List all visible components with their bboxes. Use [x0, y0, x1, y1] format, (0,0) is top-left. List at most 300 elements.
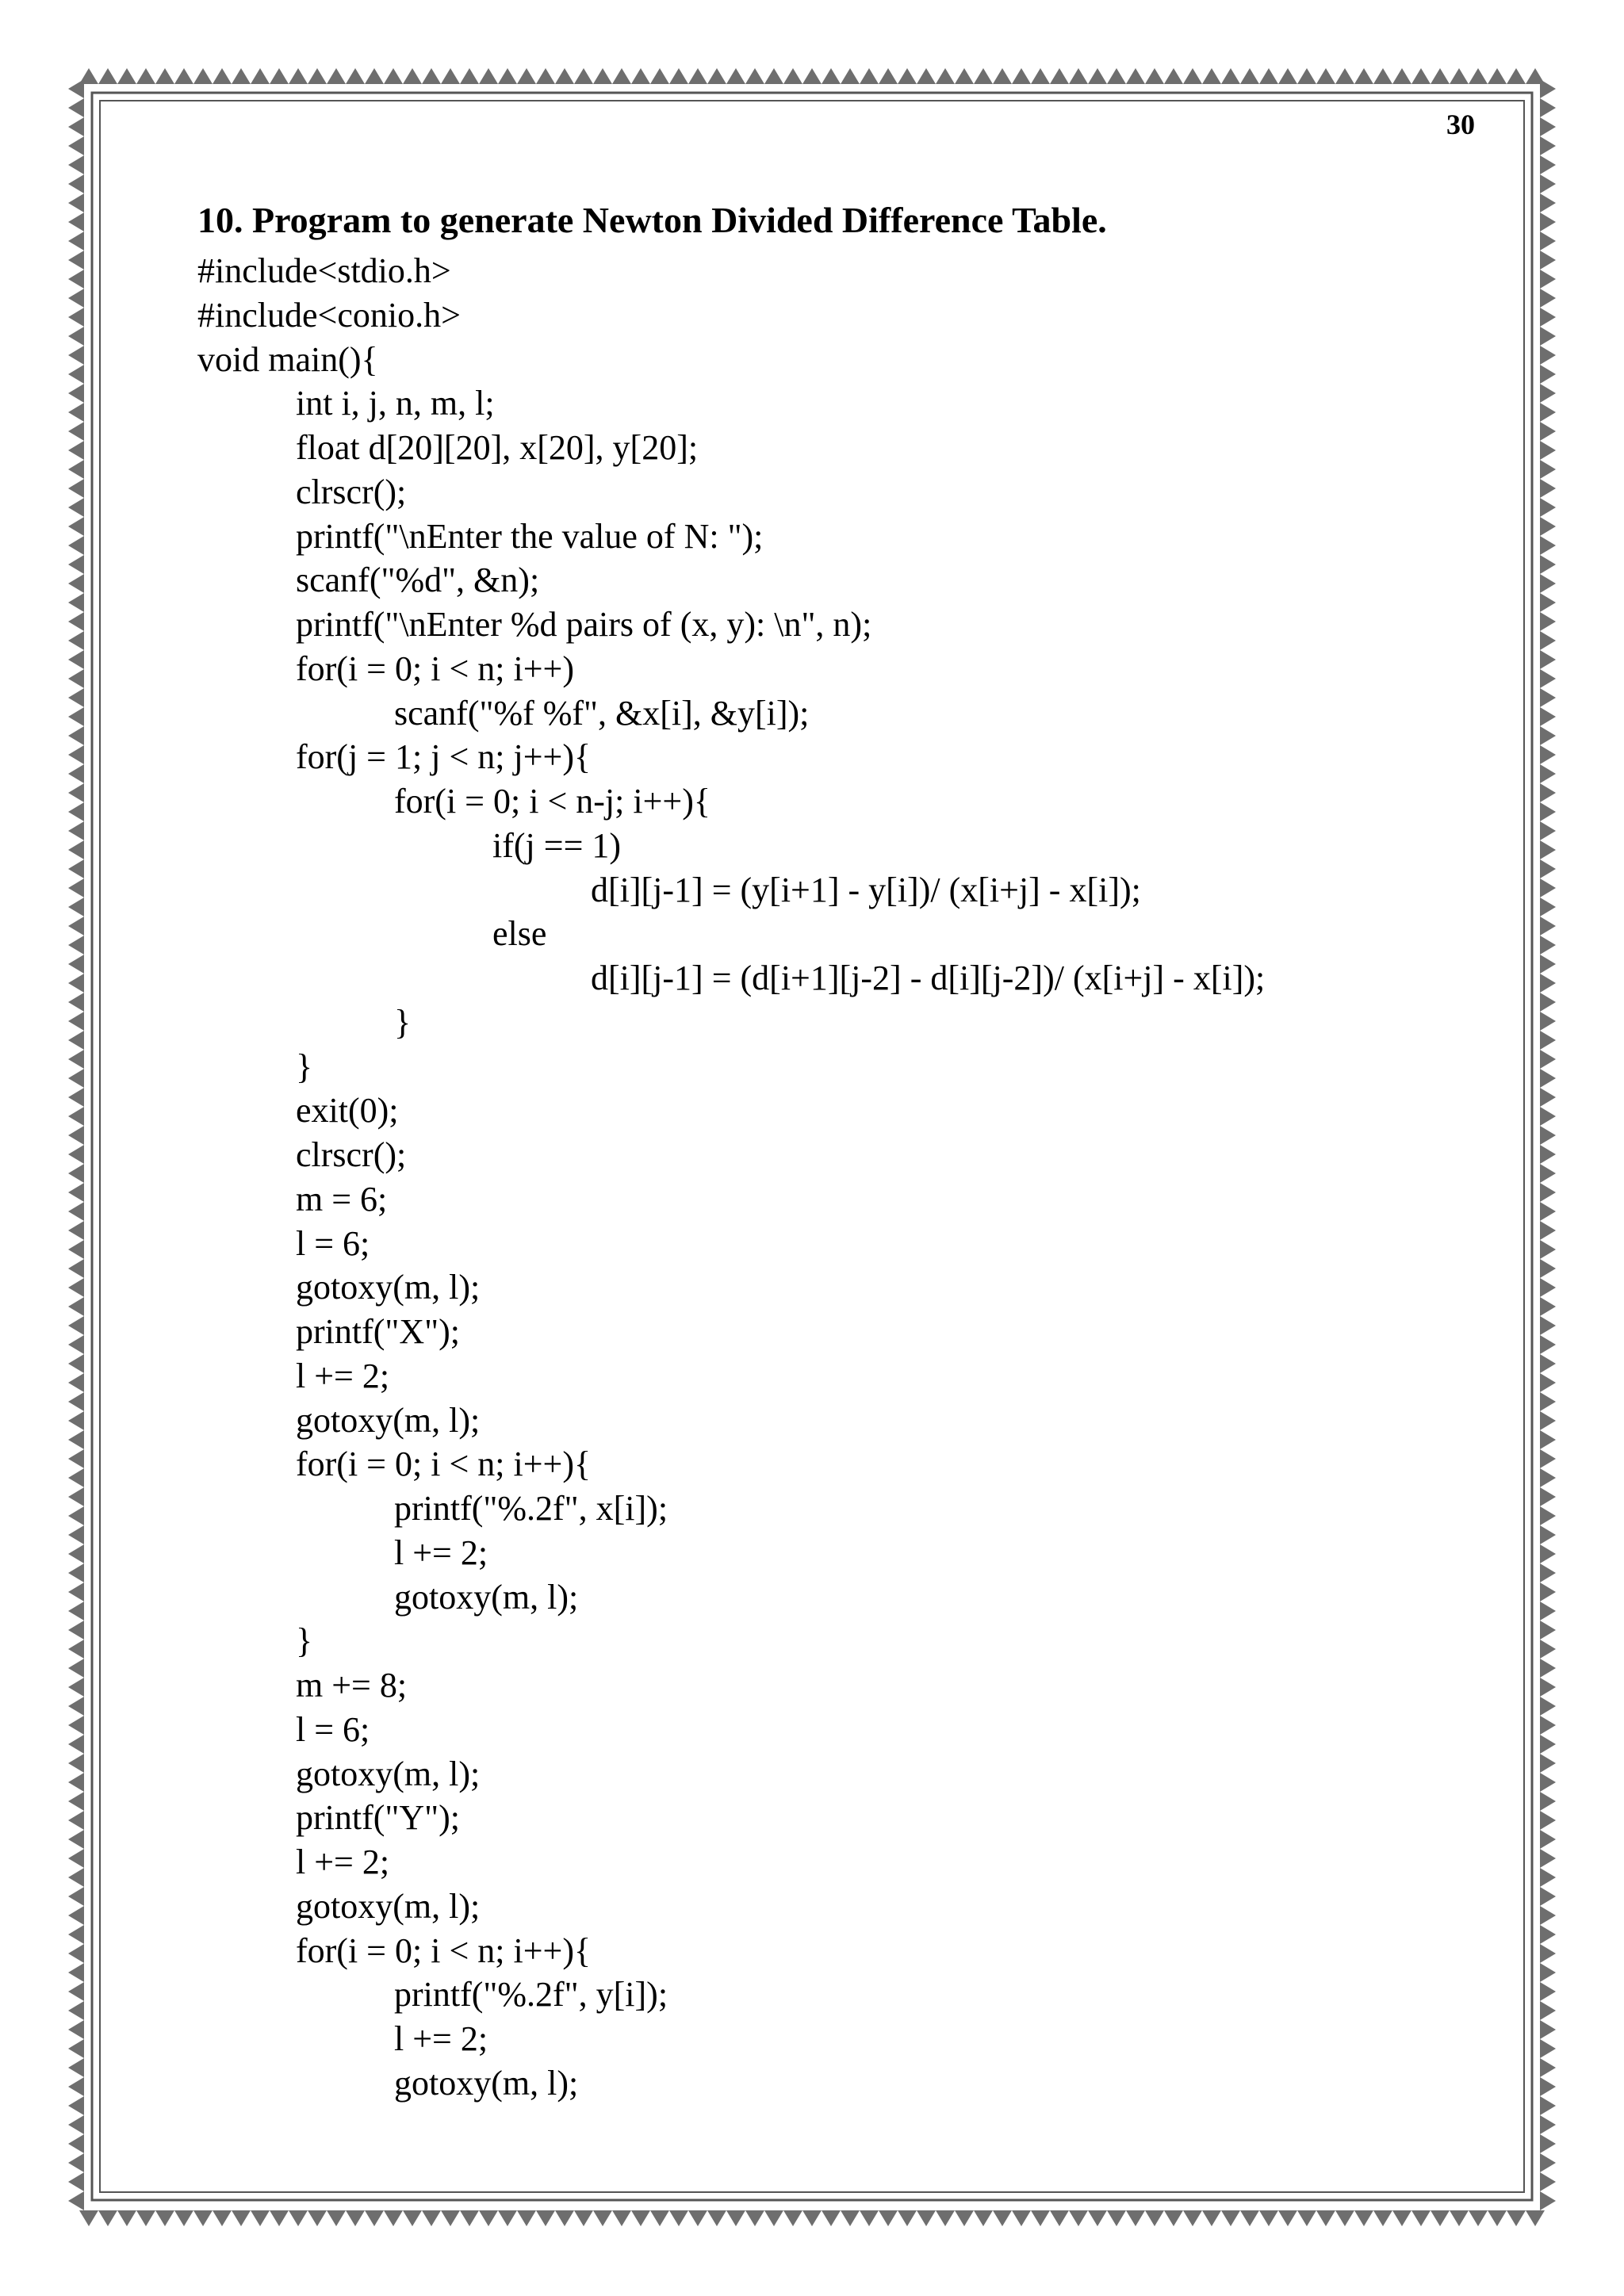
border-triangle [1050, 68, 1069, 84]
border-triangle [1540, 878, 1556, 897]
border-triangle [745, 68, 764, 84]
border-triangle [860, 2210, 879, 2226]
border-triangle [517, 2210, 536, 2226]
border-triangle [1183, 68, 1202, 84]
border-triangle [1540, 650, 1556, 669]
border-triangle [68, 936, 84, 955]
border-triangle [68, 1697, 84, 1716]
border-triangle [1540, 1906, 1556, 1925]
border-triangle [68, 2039, 84, 2058]
border-triangle [68, 859, 84, 878]
border-triangle [1540, 936, 1556, 955]
border-triangle [1540, 612, 1556, 631]
border-triangle [1202, 68, 1221, 84]
border-triangle [155, 68, 174, 84]
border-triangle [384, 2210, 403, 2226]
border-triangle [1540, 460, 1556, 479]
border-triangle [479, 68, 498, 84]
border-triangle [669, 2210, 688, 2226]
border-triangle [1540, 1640, 1556, 1659]
border-triangle [68, 764, 84, 783]
page-title: 10. Program to generate Newton Divided Difference Table. [197, 200, 1107, 240]
border-triangle [1411, 2210, 1431, 2226]
border-triangle [68, 802, 84, 821]
border-triangle [707, 2210, 726, 2226]
border-triangle [1316, 2210, 1335, 2226]
border-triangle [1012, 2210, 1031, 2226]
border-triangle [68, 2001, 84, 2020]
border-triangle [460, 2210, 479, 2226]
border-triangle [1335, 68, 1354, 84]
border-triangle [68, 707, 84, 726]
border-triangle [1540, 270, 1556, 289]
border-triangle [1050, 2210, 1069, 2226]
border-triangle [1540, 2077, 1556, 2096]
border-triangle [193, 2210, 213, 2226]
border-triangle [68, 365, 84, 384]
border-triangle [68, 517, 84, 536]
border-triangle [479, 2210, 498, 2226]
border-triangle [403, 68, 422, 84]
border-triangle [612, 2210, 631, 2226]
border-triangle [1540, 174, 1556, 193]
border-triangle [68, 1811, 84, 1830]
border-triangle [1240, 2210, 1259, 2226]
border-triangle [1540, 859, 1556, 878]
border-triangle [726, 68, 745, 84]
border-triangle [1540, 384, 1556, 403]
border-triangle [1540, 1982, 1556, 2001]
border-triangle [174, 2210, 193, 2226]
border-triangle [68, 2134, 84, 2153]
border-triangle [1540, 1963, 1556, 1982]
border-triangle [422, 68, 441, 84]
code-line: l += 2; [296, 1843, 390, 1881]
border-triangle [68, 688, 84, 707]
border-triangle [1373, 2210, 1392, 2226]
border-triangle [68, 726, 84, 745]
border-triangle [68, 1297, 84, 1316]
border-triangle [822, 2210, 841, 2226]
border-triangle [593, 2210, 612, 2226]
code-line: l += 2; [296, 1356, 390, 1395]
border-triangle [327, 68, 346, 84]
code-line: printf("\nEnter the value of N: "); [296, 516, 764, 556]
border-triangle [593, 68, 612, 84]
border-triangle [68, 308, 84, 327]
code-line: exit(0); [296, 1091, 399, 1131]
border-triangle [1540, 365, 1556, 384]
border-triangle [688, 68, 707, 84]
border-triangle [365, 2210, 384, 2226]
border-triangle [68, 212, 84, 232]
border-triangle [68, 1792, 84, 1811]
border-triangle [1540, 1069, 1556, 1088]
border-triangle [68, 2172, 84, 2191]
border-triangle [1540, 1278, 1556, 1297]
border-triangle [536, 2210, 555, 2226]
code-line: m = 6; [296, 1179, 388, 1219]
border-triangle [1540, 2191, 1556, 2210]
border-triangle [974, 68, 993, 84]
border-triangle [1031, 2210, 1050, 2226]
border-triangle [346, 2210, 365, 2226]
border-triangle [68, 1982, 84, 2001]
border-triangle [68, 1487, 84, 1506]
border-triangle [650, 2210, 669, 2226]
border-triangle [68, 2058, 84, 2077]
border-triangle [1540, 1183, 1556, 1202]
border-triangle [1540, 1735, 1556, 1754]
border-triangle [441, 2210, 460, 2226]
border-triangle [612, 68, 631, 84]
border-triangle [1540, 1830, 1556, 1849]
code-line: printf("X"); [296, 1312, 460, 1351]
border-triangle [1540, 726, 1556, 745]
code-line: l = 6; [296, 1223, 370, 1263]
border-triangle [68, 1906, 84, 1925]
border-triangle [1126, 68, 1145, 84]
border-triangle [1540, 631, 1556, 650]
border-triangle [1297, 68, 1316, 84]
border-triangle [68, 1868, 84, 1887]
border-triangle [68, 422, 84, 441]
border-triangle [1540, 1202, 1556, 1221]
border-triangle [1540, 745, 1556, 764]
border-triangle [1540, 1811, 1556, 1830]
border-triangle [68, 1754, 84, 1773]
border-triangle [1540, 1240, 1556, 1259]
border-triangle [68, 1240, 84, 1259]
border-triangle [68, 1278, 84, 1297]
border-triangle [68, 1621, 84, 1640]
border-triangle [1540, 2115, 1556, 2134]
border-triangle [1431, 68, 1450, 84]
border-triangle [1540, 327, 1556, 346]
border-triangle [68, 1316, 84, 1335]
border-triangle [68, 878, 84, 897]
border-triangle [1540, 1563, 1556, 1582]
border-triangle [1540, 669, 1556, 688]
border-triangle [1278, 68, 1297, 84]
border-triangle [232, 68, 251, 84]
code-line: gotoxy(m, l); [394, 1577, 579, 1617]
border-triangle [68, 1640, 84, 1659]
border-triangle [498, 68, 517, 84]
border-triangle [1540, 498, 1556, 517]
code-line: for(j = 1; j < n; j++){ [296, 737, 592, 777]
border-triangle [1540, 517, 1556, 536]
border-triangle [1540, 403, 1556, 422]
border-triangle [68, 1963, 84, 1982]
border-triangle [1411, 68, 1431, 84]
border-triangle [1540, 212, 1556, 232]
border-triangle [68, 1887, 84, 1906]
border-triangle [365, 68, 384, 84]
border-triangle [68, 669, 84, 688]
border-triangle [1392, 2210, 1411, 2226]
border-triangle [1540, 1487, 1556, 1506]
border-triangle [1540, 2096, 1556, 2115]
border-triangle [1450, 2210, 1469, 2226]
border-triangle [68, 98, 84, 117]
border-triangle [68, 251, 84, 270]
border-triangle [68, 650, 84, 669]
border-triangle [1540, 593, 1556, 612]
border-triangle [1540, 422, 1556, 441]
border-triangle [1540, 98, 1556, 117]
border-triangle [68, 1012, 84, 1031]
border-triangle [1540, 1221, 1556, 1240]
border-triangle [251, 2210, 270, 2226]
code-line: printf("\nEnter %d pairs of (x, y): \n", n); [296, 605, 872, 644]
border-triangle [68, 1069, 84, 1088]
border-triangle [1164, 68, 1183, 84]
border-triangle [460, 68, 479, 84]
border-triangle [1540, 1792, 1556, 1811]
border-triangle [517, 68, 536, 84]
border-triangle [1221, 2210, 1240, 2226]
border-triangle [841, 2210, 860, 2226]
border-triangle [841, 68, 860, 84]
border-triangle [68, 1107, 84, 1126]
border-triangle [68, 1849, 84, 1868]
border-triangle [1335, 2210, 1354, 2226]
border-triangle [555, 2210, 574, 2226]
border-triangle [68, 993, 84, 1012]
border-triangle [68, 1430, 84, 1449]
border-triangle [68, 1944, 84, 1963]
code-line: else [492, 914, 547, 954]
border-triangle [68, 1468, 84, 1487]
border-triangle [68, 593, 84, 612]
border-triangle [68, 441, 84, 460]
border-triangle [68, 1202, 84, 1221]
border-triangle [1259, 2210, 1278, 2226]
border-triangle [136, 2210, 155, 2226]
border-triangle [68, 2191, 84, 2210]
border-triangle [1540, 1773, 1556, 1792]
border-triangle [1540, 117, 1556, 136]
border-triangle [79, 2210, 98, 2226]
code-line: } [296, 1621, 313, 1661]
border-triangle [1164, 2210, 1183, 2226]
border-triangle [1540, 802, 1556, 821]
border-triangle [327, 2210, 346, 2226]
border-triangle [1540, 1297, 1556, 1316]
border-triangle [117, 68, 136, 84]
border-triangle [232, 2210, 251, 2226]
border-triangle [68, 498, 84, 517]
border-triangle [68, 1183, 84, 1202]
border-triangle [68, 1716, 84, 1735]
border-triangle [1540, 1849, 1556, 1868]
border-triangle [68, 2077, 84, 2096]
border-triangle [1540, 955, 1556, 974]
border-triangle [993, 2210, 1012, 2226]
code-line: scanf("%d", &n); [296, 561, 540, 600]
border-triangle [1507, 2210, 1526, 2226]
border-triangle [1202, 2210, 1221, 2226]
border-triangle [1069, 68, 1088, 84]
border-triangle [898, 2210, 917, 2226]
border-triangle [68, 1373, 84, 1392]
border-triangle [68, 1126, 84, 1145]
border-triangle [1297, 2210, 1316, 2226]
border-triangle [1540, 1316, 1556, 1335]
border-triangle [68, 2020, 84, 2039]
border-triangle [68, 289, 84, 308]
border-triangle [1540, 1354, 1556, 1373]
border-triangle [1540, 2001, 1556, 2020]
border-triangle [68, 1563, 84, 1582]
border-triangle [1540, 1754, 1556, 1773]
border-triangle [1392, 68, 1411, 84]
border-triangle [936, 2210, 955, 2226]
border-triangle [68, 1601, 84, 1621]
border-triangle [1526, 2210, 1545, 2226]
border-triangle [68, 117, 84, 136]
border-triangle [1540, 916, 1556, 936]
border-triangle [1540, 1716, 1556, 1735]
code-line: if(j == 1) [492, 825, 622, 865]
border-triangle [1540, 2058, 1556, 2077]
border-triangle [68, 79, 84, 98]
border-triangle [1540, 2039, 1556, 2058]
code-line: for(i = 0; i < n-j; i++){ [394, 782, 710, 821]
border-triangle [68, 1392, 84, 1411]
border-triangle [764, 68, 783, 84]
border-triangle [68, 1259, 84, 1278]
border-triangle [1540, 1392, 1556, 1411]
border-triangle [68, 1050, 84, 1069]
border-triangle [783, 2210, 802, 2226]
code-line: l = 6; [296, 1709, 370, 1749]
border-triangle [955, 2210, 974, 2226]
border-triangle [68, 1031, 84, 1050]
border-triangle [1540, 479, 1556, 498]
border-triangle [308, 68, 327, 84]
border-triangle [68, 631, 84, 650]
border-triangle [68, 193, 84, 212]
border-triangle [1540, 1621, 1556, 1640]
border-triangle [1540, 1697, 1556, 1716]
border-triangle [1540, 993, 1556, 1012]
border-triangle [68, 1506, 84, 1525]
border-triangle [1540, 783, 1556, 802]
border-triangle [1540, 1107, 1556, 1126]
border-triangle [1278, 2210, 1297, 2226]
code-line: gotoxy(m, l); [394, 2063, 579, 2103]
border-triangle [1088, 2210, 1107, 2226]
border-triangle [1540, 441, 1556, 460]
border-triangle [1540, 346, 1556, 365]
border-triangle [1540, 1259, 1556, 1278]
border-triangle [993, 68, 1012, 84]
border-triangle [308, 2210, 327, 2226]
code-line: for(i = 0; i < n; i++) [296, 649, 574, 688]
border-triangle [1540, 79, 1556, 98]
code-line: clrscr(); [296, 472, 407, 511]
border-triangle [631, 68, 650, 84]
code-line: m += 8; [296, 1666, 408, 1705]
border-triangle [193, 68, 213, 84]
border-triangle [879, 2210, 898, 2226]
border-triangle [955, 68, 974, 84]
border-triangle [68, 916, 84, 936]
border-triangle [1107, 2210, 1126, 2226]
border-triangle [68, 1925, 84, 1944]
border-triangle [1183, 2210, 1202, 2226]
border-triangle [574, 2210, 593, 2226]
border-triangle [650, 68, 669, 84]
border-triangle [68, 574, 84, 593]
border-triangle [802, 2210, 822, 2226]
border-triangle [745, 2210, 764, 2226]
border-triangle [1540, 251, 1556, 270]
border-triangle [68, 384, 84, 403]
border-triangle [1540, 1601, 1556, 1621]
border-triangle [1540, 1031, 1556, 1050]
code-line: gotoxy(m, l); [296, 1268, 481, 1307]
border-triangle [1469, 68, 1488, 84]
border-triangle [68, 955, 84, 974]
border-triangle [68, 1354, 84, 1373]
border-triangle [68, 536, 84, 555]
border-triangle [917, 68, 936, 84]
border-triangle [68, 897, 84, 916]
border-triangle [68, 1830, 84, 1849]
border-triangle [498, 2210, 517, 2226]
border-triangle [1540, 1145, 1556, 1164]
border-triangle [1540, 1506, 1556, 1525]
border-triangle [68, 1088, 84, 1107]
border-triangle [802, 68, 822, 84]
border-triangle [213, 2210, 232, 2226]
code-line: l += 2; [394, 1533, 488, 1572]
border-triangle [68, 1164, 84, 1183]
code-line: gotoxy(m, l); [296, 1754, 481, 1793]
border-triangle [1221, 68, 1240, 84]
border-triangle [1540, 536, 1556, 555]
border-triangle [117, 2210, 136, 2226]
border-triangle [1540, 1944, 1556, 1963]
border-triangle [764, 2210, 783, 2226]
border-triangle [1088, 68, 1107, 84]
border-triangle [403, 2210, 422, 2226]
border-triangle [917, 2210, 936, 2226]
border-triangle [1540, 308, 1556, 327]
border-triangle [98, 2210, 117, 2226]
border-triangle [898, 68, 917, 84]
border-triangle [1354, 2210, 1373, 2226]
code-line: #include<conio.h> [197, 295, 461, 335]
border-triangle [669, 68, 688, 84]
border-triangle [68, 270, 84, 289]
border-triangle [68, 1221, 84, 1240]
border-triangle [68, 821, 84, 840]
code-line: d[i][j-1] = (y[i+1] - y[i])/ (x[i+j] - x[i]); [591, 870, 1141, 909]
border-triangle [1145, 68, 1164, 84]
code-line: for(i = 0; i < n; i++){ [296, 1445, 592, 1484]
border-triangle [68, 232, 84, 251]
border-triangle [1540, 232, 1556, 251]
border-triangle [441, 68, 460, 84]
border-triangle [1354, 68, 1373, 84]
border-triangle [68, 1145, 84, 1164]
border-triangle [68, 1678, 84, 1697]
border-triangle [1540, 974, 1556, 993]
